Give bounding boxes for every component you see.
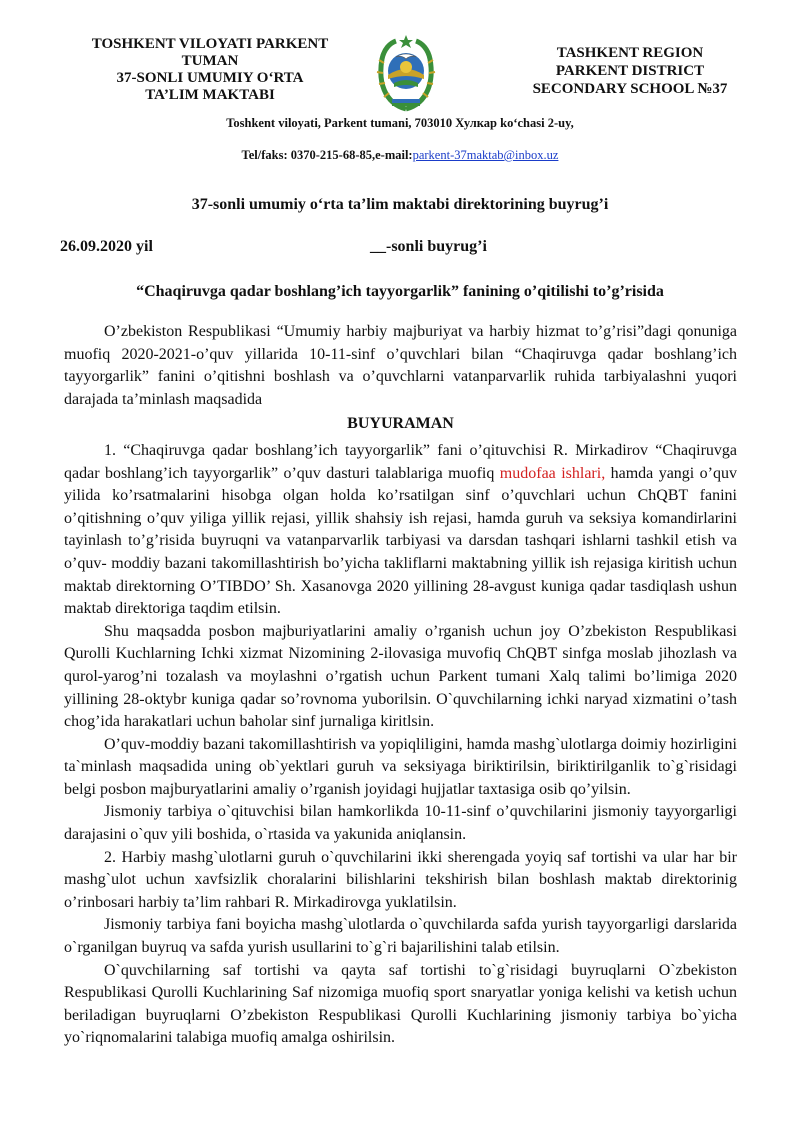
- paragraph-7: O`quvchilarning saf tortishi va qayta saf tortishi to`g`risidagi buyruqlarni O`zbekiston Respublikasi Qurolli Kuchlarining Saf nizomiga muofiq sport snaryatlar yoniga kelishi va ketish uchun beriladigan buyruqlarni O’zbekiston Respublikasi Qurolli Kuchlarining jismoniy tarbiya bo`yicha yo`riqnomalarini talabiga muofiq amalga oshirilsin.: [64, 961, 737, 1047]
- order-body: [64, 321, 737, 1050]
- paragraph-1: [64, 440, 737, 621]
- contact-line: [0, 148, 800, 163]
- paragraph-5: 2. Harbiy mashg`ulotlarni guruh o`quvchilarini ikki sherengada yoyiq saf tortishi va ular har bir mashg`ulot uchun xavfsizlik choralarini bilishlarini tekshirish bilan boshlash maktab direktorinig o’rinbosari harbiy ta’lim rahbari R. Mirkadirovga yuklatilsin.: [64, 848, 737, 911]
- uzbekistan-state-emblem-icon: [374, 33, 438, 113]
- paragraph-3: O’quv-moddiy bazani takomillashtirish va yopiqliligini, hamda mashg`ulotlarga doimiy hozirligini ta`minlash maqsadida uning ob`yektlari guruh va seksiyaga biriktirilsin, biriktirilganlik to`g`risidagi belgi posbon majburyatlarini amaliy o’rganish joyidagi hujjatlar taxtasiga osib qo’yilsin.: [64, 735, 737, 798]
- paragraph-2: Shu maqsadda posbon majburiyatlarini amaliy o’rganish uchun joy O’zbekiston Respublikasi Qurolli Kuchlarning Ichki xizmat Nizomining 2-ilovasiga muvofiq ChQBT sinfga moslab jihozlash va qurol-yarog’ni tozalash va moylashni o’rgatish uchun Parkent tumani Xalq talimi bo’limiga 2020 yillining 28-oktybr kuniga qadar so’rovnoma yuborilsin. O`quvchilarning ichki naryad xizmatini o’tash chog’ida harakatlari uchun baholar sinf jurnaliga kiritlsin.: [64, 622, 737, 731]
- order-date: 26.09.2020 yil: [60, 238, 153, 255]
- paragraph-6: Jismoniy tarbiya fani boyicha mashg`ulotlarda o`quvchilarda safda yurish tayyorgarligi darslarida o`rganilgan buyruq va safda yurish usullarini to`g`ri bajarilishini talab etilsin.: [64, 916, 737, 957]
- school-name-uz: [60, 36, 360, 104]
- school-name-uz-line: TA’LIM MAKTABI: [145, 87, 275, 103]
- school-name-en-line: PARKENT DISTRICT: [555, 63, 705, 79]
- school-name-uz-line: TOSHKENT VILOYATI PARKENT: [91, 36, 329, 52]
- order-heading: BUYURAMAN: [347, 415, 454, 433]
- school-name-en-line: SECONDARY SCHOOL №37: [532, 81, 728, 97]
- intro-paragraph: O’zbekiston Respublikasi “Umumiy harbiy majburiyat va harbiy hizmat to’g’risi”dagi qonuniga muofiq 2020-2021-o’quv yillarida 10-11-sinf o’quvchlari bilan “Chaqiruvga qadar boshlang’ich tayyorgarlik” fanini o’qitishni boshlash va o’quvchlarni vatanparvarlik ruhida tarbiyalashni yuqori darajada ta’minlash maqsadida: [64, 323, 737, 408]
- paragraph-1-text-cont: hamda yangi o’quv yilida ko’rsatmalarini hisobga olgan holda ko’rsatilgan sinf o’quvchlari uchun ChQBT fanini o’qitishning o’quv yiliga yillik rejasi, yillik shahsiy ish rejasi, hamda guruh va seksiya komandirlarini tayinlash to’g’risida buyruqni va vatanparvarlik tarbiyasi va darsdan tashqari ishlarni tashkil etish va o’quv- moddiy bazani takomillashtirish bo’yicha takliflarni maktabning yillik ish rejasiga kiritish uchun maktab direktorning O’TIBDO’ Sh. Xasanovga 2020 yillining 28-avgust kuniga qadar tasdiqlash ushun maktab direktoriga taqdim etilsin.: [64, 464, 738, 618]
- order-title: 37-sonli umumiy o‘rta ta’lim maktabi direktorining buyrug’i: [191, 196, 609, 213]
- school-address: Toshkent viloyati, Parkent tumani, 703010 Хулкар ko‘chasi 2-uy,: [226, 116, 574, 130]
- highlighted-text: mudofaa ishlari,: [499, 464, 606, 482]
- paragraph-4: Jismoniy tarbiya o`qituvchisi bilan hamkorlikda 10-11-sinf o’quvchilarini jismoniy tayyorgarligi darajasini o`quv yili boshida, o`rtasida va yakunida aniqlansin.: [64, 803, 737, 844]
- school-name-en: [510, 44, 750, 98]
- school-name-en-line: TASHKENT REGION: [556, 45, 704, 61]
- school-name-uz-line: 37-SONLI UMUMIY O‘RTA: [116, 70, 304, 86]
- tel-fax-text: Tel/faks: 0370-215-68-85,e-mail:: [241, 148, 413, 162]
- order-subject: “Chaqiruvga qadar boshlang’ich tayyorgarlik” fanining o’qitilishi to’g’risida: [136, 283, 664, 300]
- order-number: __-sonli buyrug’i: [370, 238, 487, 255]
- school-name-uz-line: TUMAN: [181, 53, 239, 69]
- paragraph-1-text: 1. “Chaqiruvga qadar boshlang’ich tayyorgarlik” fani o’qituvchisi R. Mirkadirov “Chaqiruvga qadar boshlang’ich tayyorgarlik” o’quv dasturi talablariga muofiq: [64, 441, 737, 482]
- email-link[interactable]: parkent-37maktab@inbox.uz: [412, 148, 559, 162]
